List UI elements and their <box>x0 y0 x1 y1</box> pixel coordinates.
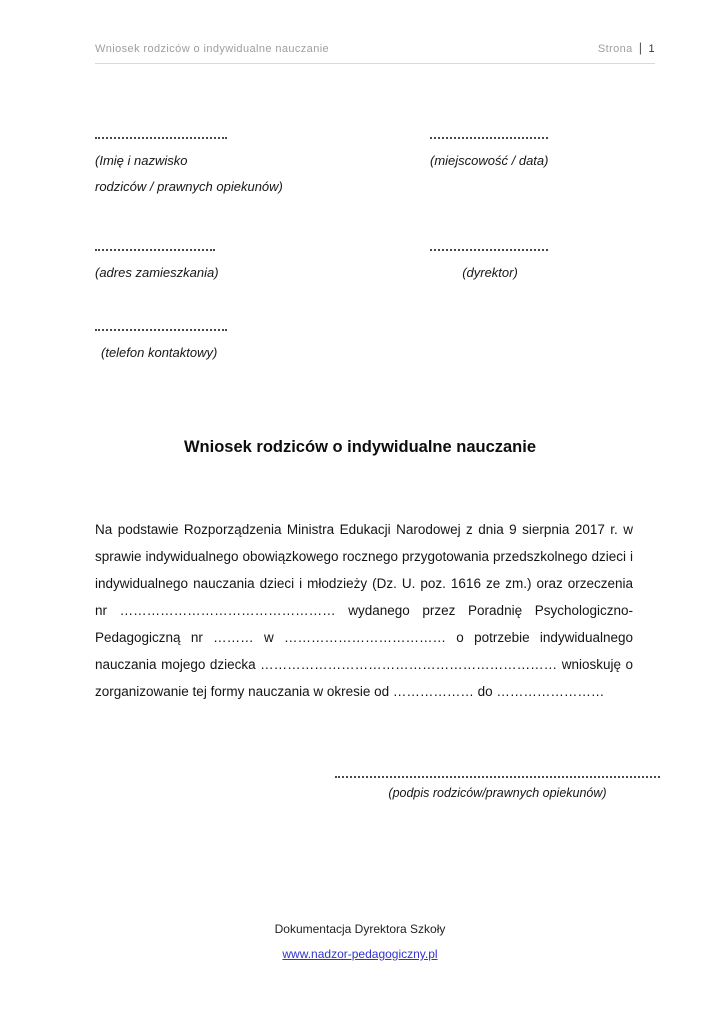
phone-label: (telefon kontaktowy) <box>101 345 218 360</box>
document-body-paragraph: Na podstawie Rozporządzenia Ministra Edukacji Narodowej z dnia 9 sierpnia 2017 r. w sprawie indywidualnego obowiązkowego rocznego przygotowania przedszkolnego dzieci i indywidualnego nauczania dzieci i młodzieży (Dz. U. poz. 1616 ze zm.) oraz orzeczenia nr ………………………………………… wydanego przez Poradnię Psychologiczno-Pedagogiczną nr ……… w ……………………………… o potrzebie indywidualnego nauczania mojego dziecka ………………………………………………………… wnioskuję o zorganizowanie tej formy nauczania w okresie od ……………… do …………………… <box>95 522 633 699</box>
header-page-separator: | <box>638 40 643 55</box>
header-page-number: 1 <box>648 43 655 55</box>
parents-name-label-line2: rodziców / prawnych opiekunów) <box>95 179 283 194</box>
parents-name-label-line1: (Imię i nazwisko <box>95 153 188 168</box>
document-title: Wniosek rodziców o indywidualne nauczanie <box>183 438 537 456</box>
footer-brand: Dokumentacja Dyrektora Szkoły <box>274 922 446 936</box>
field-row-name-date <box>95 126 655 200</box>
field-director <box>430 238 655 286</box>
footer-website-link[interactable]: www.nadzor-pedagogiczny.pl <box>282 947 438 961</box>
fill-in-line-address <box>95 247 215 251</box>
place-date-label: (miejscowość / data) <box>430 153 549 168</box>
address-label: (adres zamieszkania) <box>95 265 219 280</box>
header-page-label: Strona <box>597 43 633 55</box>
field-address <box>95 238 430 286</box>
field-row-phone <box>95 318 655 366</box>
fill-in-line-signature <box>335 774 660 778</box>
field-parents-name <box>95 126 430 200</box>
signature-caption: (podpis rodziców/prawnych opiekunów) <box>388 786 607 800</box>
header-page-info <box>598 40 655 55</box>
fill-in-line-director <box>430 247 548 251</box>
fill-in-line-name <box>95 135 227 139</box>
page-header <box>95 40 655 64</box>
director-label: (dyrektor) <box>462 265 518 280</box>
header-document-title: Wniosek rodziców o indywidualne nauczanie <box>95 43 330 55</box>
signature-block <box>335 774 660 800</box>
fill-in-line-place-date <box>430 135 548 139</box>
field-place-date <box>430 126 655 200</box>
page-footer <box>0 922 720 961</box>
field-phone <box>95 318 430 366</box>
field-row-address-director <box>95 238 655 286</box>
fill-in-line-phone <box>95 327 227 331</box>
